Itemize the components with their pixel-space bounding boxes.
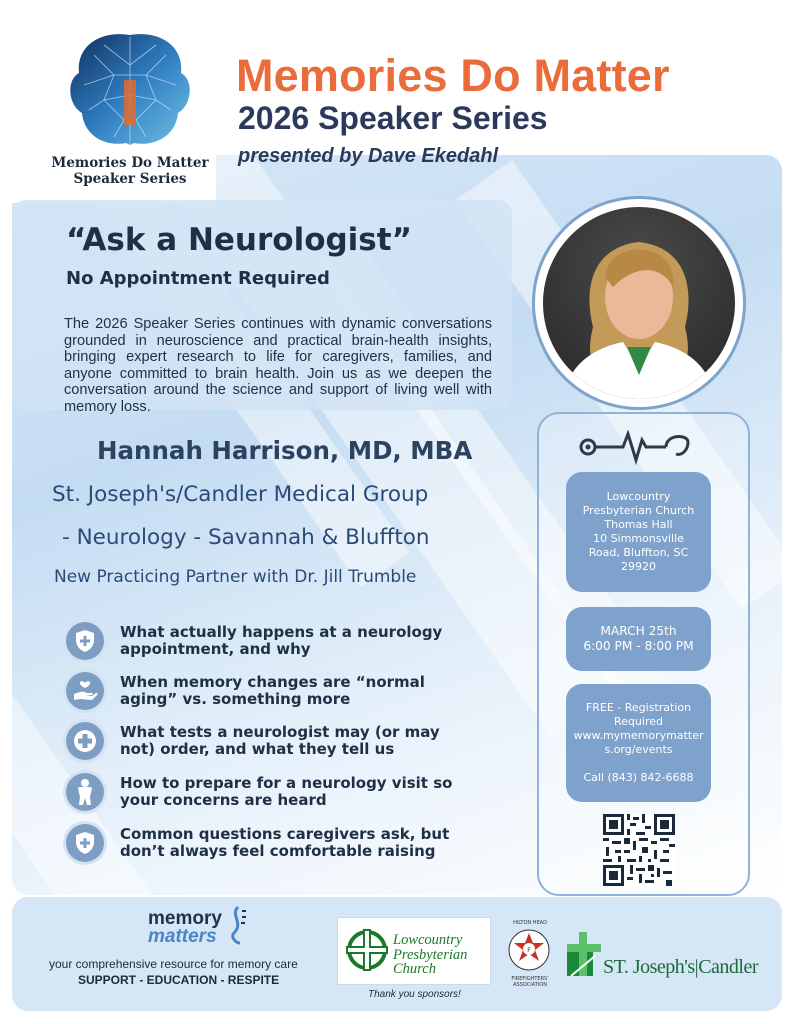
datetime-card <box>566 607 711 671</box>
qr-code[interactable] <box>603 814 675 886</box>
main-title: Memories Do Matter <box>236 50 670 101</box>
logo-caption-line1: Memories Do Matter <box>51 155 209 171</box>
event-date: MARCH 25th <box>600 624 677 638</box>
memory-matters-tagline: your comprehensive resource for memory care <box>49 957 298 971</box>
event-title: “Ask a Neurologist” <box>66 222 412 258</box>
celtic-cross-icon <box>344 927 390 977</box>
registration-phone[interactable]: Call (843) 842-6688 <box>583 771 694 784</box>
speaker-org-line1: St. Joseph's/Candler Medical Group <box>52 482 429 507</box>
topic-item <box>66 618 486 664</box>
registration-url[interactable]: s.org/events <box>604 743 673 756</box>
location-line: Thomas Hall <box>604 518 673 531</box>
church-name <box>393 933 488 977</box>
speaker-partner: New Practicing Partner with Dr. Jill Trumble <box>54 567 417 587</box>
registration-line: Required <box>614 715 663 728</box>
topic-line: What tests a neurologist may (or may <box>120 723 440 741</box>
topic-line: Common questions caregivers ask, but <box>120 825 450 843</box>
location-card <box>566 472 711 592</box>
topic-line: aging” vs. something more <box>120 690 351 708</box>
intro-paragraph: The 2026 Speaker Series continues with dynamic conversations grounded in neuroscience and practical brain-health insights, bringing expert research to life for caregivers, families, and anyone committed to brain health. Join us as we deepen the conversation around the science and support of living well with memory loss. <box>64 316 492 415</box>
location-line: Presbyterian Church <box>582 504 695 517</box>
location-line: 10 Simmonsville <box>593 532 684 545</box>
registration-url[interactable]: www.mymemorymatter <box>573 729 704 742</box>
topic-line: How to prepare for a neurology visit so <box>120 774 453 792</box>
speaker-photo <box>543 207 735 399</box>
stethoscope-icon <box>578 428 698 470</box>
speaker-org-line2: - Neurology - Savannah & Bluffton <box>62 525 430 550</box>
church-name-line: Presbyterian <box>393 946 468 963</box>
st-josephs-cross-icon <box>565 930 607 978</box>
firefighters-line: ASSOCIATION <box>513 982 547 988</box>
registration-line: FREE - Registration <box>585 701 692 714</box>
event-time: 6:00 PM - 8:00 PM <box>583 639 694 653</box>
shield-plus-icon <box>66 824 104 862</box>
firefighters-top-text: HILTON HEAD <box>513 920 547 926</box>
memory-matters-logo-word1: memory <box>148 908 222 929</box>
logo-caption <box>44 155 216 187</box>
location-line: Road, Bluffton, SC <box>588 546 689 559</box>
speaker-name: Hannah Harrison, MD, MBA <box>97 436 473 465</box>
memory-matters-swirl-icon <box>226 905 248 949</box>
topic-line: don’t always feel comfortable raising <box>120 842 436 860</box>
memory-matters-tagline2: SUPPORT - EDUCATION - RESPITE <box>78 973 280 987</box>
presented-by: presented by Dave Ekedahl <box>238 145 499 167</box>
topic-item <box>66 718 486 764</box>
church-name-line: Church <box>393 961 436 977</box>
event-subtitle: No Appointment Required <box>66 268 330 289</box>
caring-hand-icon <box>66 672 104 710</box>
logo-caption-line2: Speaker Series <box>73 171 187 187</box>
topic-line: appointment, and why <box>120 640 311 658</box>
svg-text:F: F <box>527 947 531 954</box>
firefighters-line: FIREFIGHTERS' <box>511 976 549 982</box>
st-josephs-candler-logo: ST. Joseph's|Candler <box>603 956 758 978</box>
topic-line: not) order, and what they tell us <box>120 740 395 758</box>
location-line: 29920 <box>621 560 656 573</box>
topic-item <box>66 820 486 866</box>
shield-plus-icon <box>66 622 104 660</box>
location-line: Lowcountry <box>606 490 671 503</box>
thank-you-sponsors: Thank you sponsors! <box>368 989 461 1000</box>
person-icon <box>66 773 104 811</box>
topic-line: What actually happens at a neurology <box>120 623 443 641</box>
topic-item <box>66 769 486 815</box>
registration-card <box>566 684 711 802</box>
firefighters-bottom-text <box>504 976 556 988</box>
brain-icon <box>44 25 216 160</box>
church-name-line: Lowcountry <box>393 932 463 948</box>
memory-matters-logo-word2: matters <box>148 926 217 947</box>
topic-item <box>66 668 486 714</box>
topic-line: your concerns are heard <box>120 791 327 809</box>
topic-line: When memory changes are “normal <box>120 673 425 691</box>
medical-cross-icon <box>66 722 104 760</box>
series-subtitle: 2026 Speaker Series <box>238 100 548 136</box>
